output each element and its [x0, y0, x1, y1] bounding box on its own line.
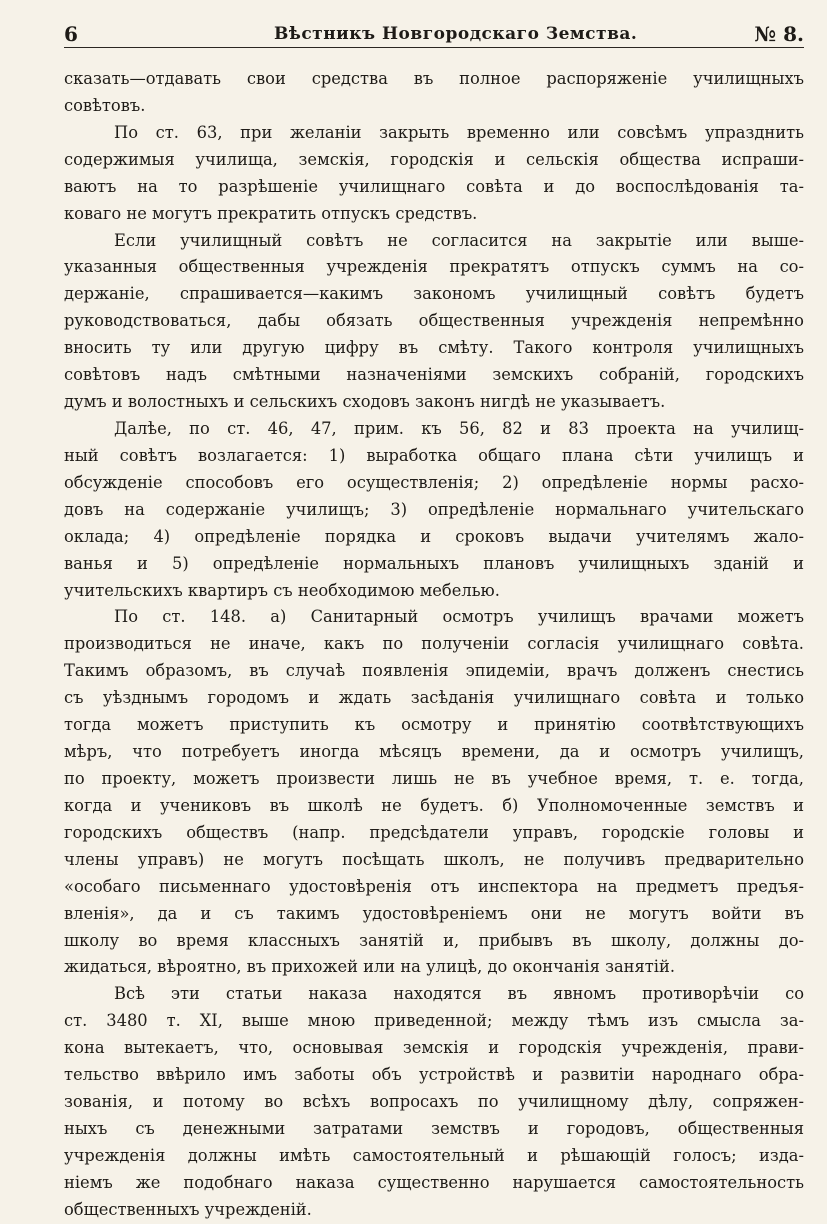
text-line: Всѣ эти статьи наказа находятся въ явномъ противорѣчіи со	[114, 984, 804, 1004]
text-line: Если училищный совѣтъ не согласится на закрытіе или выше-	[114, 230, 804, 250]
text-line: вленія», да и съ такимъ удостовѣреніемъ они не могутъ войти въ	[64, 903, 804, 923]
text-line: ваютъ на то разрѣшеніе училищнаго совѣта и до воспослѣдованія та-	[64, 176, 804, 196]
text-line: По ст. 63, при желаніи закрыть временно или совсѣмъ упразднить	[114, 122, 804, 142]
text-line: коваго не могутъ прекратить отпускъ средствъ.	[64, 203, 478, 223]
text-line: вносить ту или другую цифру въ смѣту. Такого контроля училищныхъ	[64, 338, 804, 358]
text-line: кона вытекаетъ, что, основывая земскія и городскія учрежденія, прави-	[64, 1038, 804, 1058]
text-line: тельство ввѣрило имъ заботы объ устройствѣ и развитіи народнаго обра-	[64, 1065, 804, 1085]
text-line: содержимыя училища, земскія, городскія и сельскія общества испраши-	[64, 149, 804, 169]
text-line: когда и учениковъ въ школѣ не будетъ. б) Уполномоченные земствъ и	[64, 795, 804, 815]
text-line: думъ и волостныхъ и сельскихъ сходовъ законъ нигдѣ не указываетъ.	[64, 392, 666, 412]
text-line: жидаться, вѣроятно, въ прихожей или на улицѣ, до окончанія занятій.	[64, 957, 676, 977]
text-line: мѣръ, что потребуетъ иногда мѣсяцъ времени, да и осмотръ училищъ,	[64, 742, 804, 762]
text-line: руководствоваться, дабы обязать общественныя учрежденія непремѣнно	[64, 311, 804, 331]
text-line: совѣтовъ надъ смѣтными назначеніями земскихъ собраній, городскихъ	[64, 365, 804, 385]
text-line: по проекту, можетъ произвести лишь не въ учебное время, т. е. тогда,	[64, 768, 804, 788]
text-line: тогда можетъ приступить къ осмотру и принятію соотвѣтствующихъ	[64, 715, 804, 735]
page-number: 6	[64, 22, 78, 46]
text-line: Такимъ образомъ, въ случаѣ появленія эпидеміи, врачъ долженъ снестись	[64, 661, 804, 681]
running-header	[64, 20, 804, 48]
text-line: ный совѣтъ возлагается: 1) выработка общаго плана сѣти училищъ и	[64, 445, 804, 465]
text-line: обсужденіе способовъ его осуществленія; 2) опредѣленіе нормы расхо-	[64, 472, 804, 492]
text-line: оклада; 4) опредѣленіе порядка и сроковъ выдачи учителямъ жало-	[64, 526, 804, 546]
text-line: ніемъ же подобнаго наказа существенно нарушается самостоятельность	[64, 1172, 804, 1192]
text-line: По ст. 148. а) Санитарный осмотръ училищъ врачами можетъ	[114, 607, 804, 627]
text-line: довъ на содержаніе училищъ; 3) опредѣленіе нормальнаго учительскаго	[64, 499, 804, 519]
text-line: учрежденія должны имѣть самостоятельный и рѣшающій голосъ; изда-	[64, 1145, 804, 1165]
body-text	[64, 66, 804, 1224]
journal-title: Вѣстникъ Новгородскаго Земства.	[274, 24, 638, 44]
text-line: зованія, и потому во всѣхъ вопросахъ по училищному дѣлу, сопряжен-	[64, 1092, 804, 1112]
text-line: ванья и 5) опредѣленіе нормальныхъ плановъ училищныхъ зданій и	[64, 553, 804, 573]
text-line: учительскихъ квартиръ съ необходимою мебелью.	[64, 580, 500, 600]
text-line: ст. 3480 т. XI, выше мною приведенной; между тѣмъ изъ смысла за-	[64, 1011, 804, 1031]
text-line: держаніе, спрашивается—какимъ закономъ училищный совѣтъ будетъ	[64, 284, 804, 304]
text-line: Далѣе, по ст. 46, 47, прим. къ 56, 82 и 83 проекта на училищ-	[114, 418, 804, 438]
text-line: ныхъ съ денежными затратами земствъ и городовъ, общественныя	[64, 1118, 804, 1138]
text-line: школу во время классныхъ занятій и, прибывъ въ школу, должны до-	[64, 930, 804, 950]
header-rule	[64, 47, 804, 48]
text-line: сказать—отдавать свои средства въ полное распоряженіе училищныхъ	[64, 69, 804, 88]
text-line: «особаго письменнаго удостовѣренія отъ инспектора на предметъ предъя-	[64, 876, 804, 896]
text-line: съ уѣзднымъ городомъ и ждать засѣданія училищнаго совѣта и только	[64, 688, 804, 708]
text-line: общественныхъ учрежденій.	[64, 1199, 312, 1219]
text-line: городскихъ обществъ (напр. предсѣдатели управъ, городскіе головы и	[64, 822, 804, 842]
text-line: члены управъ) не могутъ посѣщать школъ, не получивъ предварительно	[64, 849, 804, 869]
text-line: совѣтовъ.	[64, 95, 146, 115]
text-line: производиться не иначе, какъ по полученіи согласія училищнаго совѣта.	[64, 634, 804, 654]
issue-number: № 8.	[754, 22, 804, 46]
text-line: указанныя общественныя учрежденія прекратятъ отпускъ суммъ на со-	[64, 257, 804, 277]
